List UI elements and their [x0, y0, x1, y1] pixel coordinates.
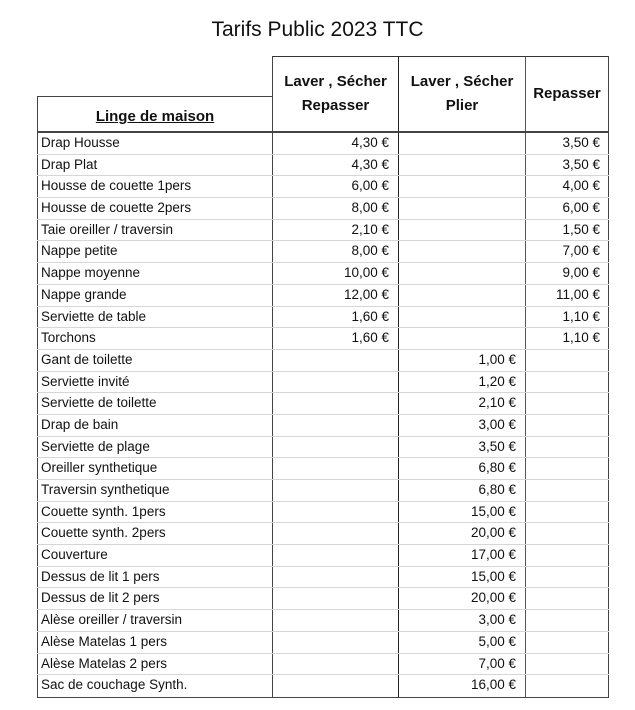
table-row [37, 393, 609, 415]
table-row [37, 176, 609, 198]
price-laver-secher-plier-cell: 7,00 € [398, 654, 525, 675]
item-name-cell: Drap de bain [37, 415, 272, 436]
table-row [37, 545, 609, 567]
item-name-cell: Gant de toilette [37, 350, 272, 371]
column-header-line: Repasser [533, 85, 601, 102]
price-repasser-cell [525, 610, 609, 631]
price-laver-secher-plier-cell: 1,00 € [398, 350, 525, 371]
column-header-label: Linge de maison [95, 108, 215, 125]
price-repasser-cell [525, 372, 609, 393]
price-laver-secher-repasser-cell [272, 632, 398, 653]
table-row [37, 372, 609, 394]
price-laver-secher-repasser-cell: 10,00 € [272, 263, 398, 284]
item-name-cell: Alèse oreiller / traversin [37, 610, 272, 631]
price-repasser-cell: 1,10 € [525, 328, 609, 349]
table-row [37, 307, 609, 329]
price-laver-secher-plier-cell [398, 155, 525, 176]
price-laver-secher-plier-cell: 5,00 € [398, 632, 525, 653]
price-laver-secher-plier-cell: 1,20 € [398, 372, 525, 393]
item-name-cell: Serviette de table [37, 307, 272, 328]
price-laver-secher-plier-cell [398, 176, 525, 197]
table-row [37, 263, 609, 285]
price-repasser-cell: 3,50 € [525, 155, 609, 176]
price-laver-secher-plier-cell: 3,00 € [398, 415, 525, 436]
column-header-line: Laver , Sécher [410, 73, 514, 90]
table-row [37, 133, 609, 155]
price-repasser-cell [525, 523, 609, 544]
price-repasser-cell [525, 415, 609, 436]
price-repasser-cell: 6,00 € [525, 198, 609, 219]
price-laver-secher-plier-cell: 6,80 € [398, 458, 525, 479]
price-laver-secher-plier-cell: 15,00 € [398, 567, 525, 588]
column-header-linge-de-maison [37, 96, 272, 131]
price-repasser-cell: 1,10 € [525, 307, 609, 328]
price-repasser-cell [525, 480, 609, 501]
item-name-cell: Dessus de lit 1 pers [37, 567, 272, 588]
price-laver-secher-repasser-cell [272, 437, 398, 458]
column-header-line: Plier [445, 97, 479, 114]
table-row [37, 675, 609, 697]
item-name-cell: Alèse Matelas 1 pers [37, 632, 272, 653]
price-laver-secher-repasser-cell [272, 523, 398, 544]
price-repasser-cell: 1,50 € [525, 220, 609, 241]
item-name-cell: Nappe petite [37, 241, 272, 262]
column-header-repasser [525, 56, 609, 131]
price-laver-secher-repasser-cell [272, 588, 398, 609]
price-laver-secher-repasser-cell: 4,30 € [272, 155, 398, 176]
price-repasser-cell [525, 437, 609, 458]
table-row [37, 588, 609, 610]
price-laver-secher-repasser-cell: 12,00 € [272, 285, 398, 306]
item-name-cell: Serviette de plage [37, 437, 272, 458]
column-header-line: Repasser [301, 97, 370, 114]
price-laver-secher-repasser-cell [272, 654, 398, 675]
page-title: Tarifs Public 2023 TTC [211, 18, 424, 41]
price-laver-secher-plier-cell: 16,00 € [398, 675, 525, 697]
price-repasser-cell [525, 675, 609, 697]
price-laver-secher-repasser-cell [272, 458, 398, 479]
price-laver-secher-plier-cell: 2,10 € [398, 393, 525, 414]
item-name-cell: Couverture [37, 545, 272, 566]
item-name-cell: Housse de couette 2pers [37, 198, 272, 219]
column-header-laver-secher-plier [398, 56, 525, 131]
price-laver-secher-repasser-cell: 6,00 € [272, 176, 398, 197]
column-header-line: Laver , Sécher [284, 73, 387, 90]
price-repasser-cell [525, 393, 609, 414]
table-row [37, 523, 609, 545]
price-laver-secher-plier-cell [398, 133, 525, 154]
price-repasser-cell: 9,00 € [525, 263, 609, 284]
price-laver-secher-repasser-cell [272, 480, 398, 501]
table-row [37, 155, 609, 177]
item-name-cell: Couette synth. 1pers [37, 502, 272, 523]
price-laver-secher-plier-cell [398, 263, 525, 284]
item-name-cell: Couette synth. 2pers [37, 523, 272, 544]
price-laver-secher-plier-cell: 6,80 € [398, 480, 525, 501]
price-laver-secher-repasser-cell [272, 675, 398, 697]
price-laver-secher-plier-cell: 20,00 € [398, 523, 525, 544]
item-name-cell: Traversin synthetique [37, 480, 272, 501]
price-laver-secher-plier-cell [398, 241, 525, 262]
item-name-cell: Nappe moyenne [37, 263, 272, 284]
price-laver-secher-repasser-cell: 8,00 € [272, 241, 398, 262]
item-name-cell: Housse de couette 1pers [37, 176, 272, 197]
table-row [37, 415, 609, 437]
price-repasser-cell [525, 654, 609, 675]
item-name-cell: Dessus de lit 2 pers [37, 588, 272, 609]
item-name-cell: Drap Plat [37, 155, 272, 176]
price-laver-secher-repasser-cell [272, 502, 398, 523]
price-laver-secher-plier-cell [398, 198, 525, 219]
table-row [37, 610, 609, 632]
price-laver-secher-repasser-cell: 1,60 € [272, 328, 398, 349]
price-repasser-cell [525, 632, 609, 653]
price-laver-secher-plier-cell: 3,00 € [398, 610, 525, 631]
table-row [37, 437, 609, 459]
item-name-cell: Oreiller synthetique [37, 458, 272, 479]
price-laver-secher-repasser-cell [272, 393, 398, 414]
table-row [37, 198, 609, 220]
price-repasser-cell [525, 350, 609, 371]
table-row [37, 285, 609, 307]
price-repasser-cell [525, 567, 609, 588]
item-name-cell: Taie oreiller / traversin [37, 220, 272, 241]
price-laver-secher-repasser-cell [272, 372, 398, 393]
item-name-cell: Alèse Matelas 2 pers [37, 654, 272, 675]
price-repasser-cell [525, 502, 609, 523]
table-row [37, 502, 609, 524]
item-name-cell: Sac de couchage Synth. [37, 675, 272, 697]
price-laver-secher-plier-cell [398, 220, 525, 241]
price-laver-secher-plier-cell: 20,00 € [398, 588, 525, 609]
price-laver-secher-plier-cell: 15,00 € [398, 502, 525, 523]
price-laver-secher-plier-cell: 17,00 € [398, 545, 525, 566]
table-row [37, 654, 609, 676]
price-repasser-cell: 4,00 € [525, 176, 609, 197]
item-name-cell: Serviette de toilette [37, 393, 272, 414]
table-row [37, 328, 609, 350]
item-name-cell: Nappe grande [37, 285, 272, 306]
price-laver-secher-repasser-cell: 8,00 € [272, 198, 398, 219]
item-name-cell: Drap Housse [37, 133, 272, 154]
price-table [37, 131, 609, 698]
price-repasser-cell: 3,50 € [525, 133, 609, 154]
price-laver-secher-repasser-cell [272, 610, 398, 631]
table-row [37, 241, 609, 263]
item-name-cell: Serviette invité [37, 372, 272, 393]
price-laver-secher-plier-cell [398, 285, 525, 306]
table-row [37, 480, 609, 502]
table-row [37, 220, 609, 242]
price-laver-secher-plier-cell: 3,50 € [398, 437, 525, 458]
price-laver-secher-repasser-cell [272, 350, 398, 371]
table-row [37, 632, 609, 654]
price-repasser-cell [525, 458, 609, 479]
price-laver-secher-repasser-cell [272, 567, 398, 588]
table-row [37, 567, 609, 589]
price-laver-secher-repasser-cell [272, 545, 398, 566]
table-row [37, 458, 609, 480]
price-repasser-cell: 11,00 € [525, 285, 609, 306]
price-laver-secher-plier-cell [398, 307, 525, 328]
price-laver-secher-repasser-cell: 2,10 € [272, 220, 398, 241]
item-name-cell: Torchons [37, 328, 272, 349]
column-header-laver-secher-repasser [272, 56, 398, 131]
price-laver-secher-plier-cell [398, 328, 525, 349]
price-repasser-cell [525, 588, 609, 609]
table-row [37, 350, 609, 372]
price-laver-secher-repasser-cell: 1,60 € [272, 307, 398, 328]
price-laver-secher-repasser-cell [272, 415, 398, 436]
price-repasser-cell: 7,00 € [525, 241, 609, 262]
price-laver-secher-repasser-cell: 4,30 € [272, 133, 398, 154]
price-repasser-cell [525, 545, 609, 566]
